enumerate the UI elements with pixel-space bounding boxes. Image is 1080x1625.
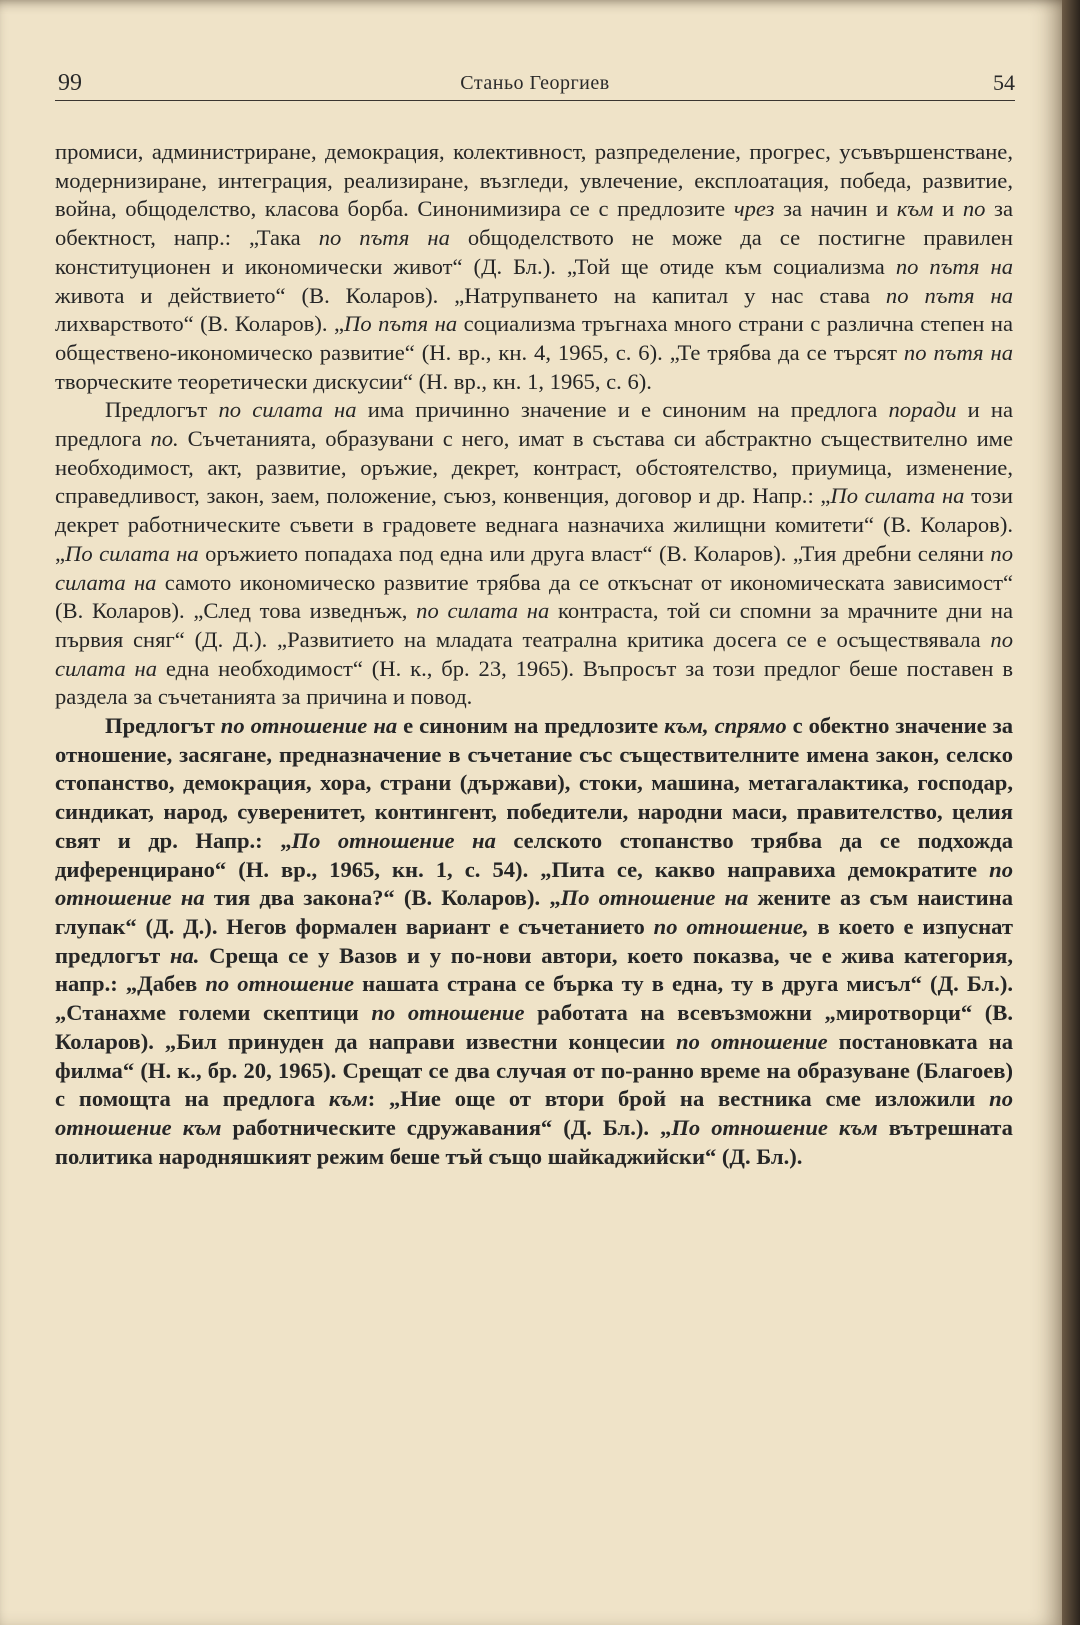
italic-term: по силата на (218, 397, 357, 423)
body-text (55, 138, 1013, 1171)
italic-term: към, спрямо (664, 713, 787, 739)
italic-term: по отношение, (653, 913, 809, 939)
text-run: постановката на филма“ (Н. к., бр. 20, 1965). Срещат се два случая от по-ранно време на образуване (Благоев) с помощта на предлога (55, 1028, 1014, 1112)
text-run: има причинно значение и е синоним на предлога (356, 397, 889, 423)
text-run: работата на всевъзможни „миротворци“ (В. Коларов). „Бил принуден да направи известни концесии (55, 1000, 1013, 1054)
italic-term: По отношение на (291, 827, 496, 853)
text-run: общоделството не може да се постигне правилен конституционен и икономически живот“ (Д. Бл.). „Той ще отиде към социализма (55, 225, 1013, 279)
italic-term: по пътя на (895, 253, 1014, 279)
left-page-number: 99 (58, 70, 82, 96)
text-run: вътрешната политика народняшкият режим беше тъй също шайкаджийски“ (Д. Бл.). (55, 1114, 1013, 1169)
running-header (55, 66, 1015, 101)
text-run: живота и действието“ (В. Коларов). „Натрупването на капитал у нас става (55, 282, 886, 308)
text-run: е синоним на предлозите (397, 713, 665, 739)
running-head-author: Станьо Георгиев (460, 72, 610, 94)
text-run: селското стопанство трябва да се подхожда диференцирано“ (Н. вр., 1965, кн. 1, с. 54). „Пита се, какво направиха демократите (55, 827, 1013, 882)
text-run: самото икономическо развитие трябва да се откъснат от икономическата зависимост“ (В. Коларов). „След това изведнъж, (55, 569, 1013, 624)
text-run: творческите теоретически дискусии“ (Н. вр., кн. 1, 1965, с. 6). (55, 368, 652, 394)
italic-term: по пътя на (885, 282, 1013, 308)
text-run: с обектно значение за отношение, засягане, предназначение в съчетание със съществителните имена закон, селско стопанство, демокрация, хора, страни (държави), стоки, машина, метагалактика, господар, синдикат, народ, суверенитет, контингент, победители, народни маси, правителство, целия свят и др. Напр.: „ (55, 713, 1014, 853)
text-run: лихварството“ (В. Коларов). „ (55, 311, 344, 337)
italic-term: по. (150, 426, 179, 452)
text-run: Предлогът (105, 713, 221, 739)
text-run: Среща се у Вазов и у по-нови автори, което показва, че е жива категория, напр.: „Дабев (55, 942, 1013, 997)
text-run: : „Ние още от втори брой на вестника сме изложили (367, 1086, 990, 1112)
italic-term: по отношение (676, 1028, 828, 1054)
italic-term: поради (888, 397, 957, 423)
italic-term: на. (169, 942, 200, 968)
text-run: за начин и (774, 196, 897, 222)
text-run: този декрет работническите съвети в градовете веднага назначиха жилищни комитети“ (В. Коларов). „ (55, 483, 1014, 566)
book-spine-edge (1062, 0, 1080, 1625)
text-run: работническите сдружавания“ (Д. Бл.). „ (221, 1114, 672, 1140)
text-run: и (933, 196, 963, 222)
italic-term: чрез (733, 196, 775, 222)
text-run: контраста, той си спомни за мрачните дни на първия сняг“ (Д. Д.). „Развитието на младата театрална критика досега се е осъществявала (55, 598, 1013, 652)
paragraph-3 (55, 712, 1013, 1171)
text-run: една необходимост“ (Н. к., бр. 23, 1965). Въпросът за този предлог беше поставен в раздела за съчетанията за причина и повод. (55, 655, 1014, 710)
text-run: в което е изпуснат предлогът (55, 913, 1013, 968)
italic-term: към (896, 196, 934, 222)
paragraph-1 (55, 138, 1013, 396)
italic-term: по отношение (371, 1000, 525, 1026)
text-run: и на предлога (55, 397, 1013, 452)
italic-term: по пътя на (318, 225, 450, 251)
italic-term: по отношение (205, 971, 354, 997)
italic-term: по (962, 196, 986, 222)
italic-term: по силата на (416, 598, 550, 624)
italic-term: По пътя на (344, 311, 458, 337)
paragraph-2 (55, 396, 1013, 712)
text-run: за обектност, напр.: „Така (55, 196, 1013, 251)
italic-term: По силата на (830, 483, 965, 509)
text-run: социализма тръгнаха много страни с различна степен на обществено-икономическо развитие“ (Н. вр., кн. 4, 1965, с. 6). „Те трябва да се търсят (55, 311, 1013, 365)
italic-term: по силата на (55, 626, 1013, 681)
text-run: Съчетанията, образувани с него, имат в състава си абстрактно съществително име необходимост, акт, развитие, оръжие, декрет, контраст, обстоятелство, приумица, изменение, справедливост, закон, заем, положение, съюз, конвенция, договор и др. Напр.: „ (55, 426, 1014, 509)
italic-term: по отношение на (55, 856, 1013, 911)
italic-term: По отношение на (560, 885, 749, 911)
italic-term: По силата на (65, 540, 199, 566)
text-run: Предлогът (105, 397, 219, 423)
text-run: нашата страна се бърка ту в една, ту в друга мисъл“ (Д. Бл.). „Станахме големи скептици (55, 971, 1013, 1026)
italic-term: по отношение към (55, 1086, 1014, 1140)
text-run: оръжието попадаха под една или друга власт“ (В. Коларов). „Тия дребни селяни (198, 540, 991, 566)
right-page-number: 54 (993, 70, 1015, 95)
text-run: промиси, администриране, демокрация, колективност, разпределение, прогрес, усъвършенстване, модернизиране, интеграция, реализиране, възгледи, увлечение, експлоатация, победа, развитие, война, общоделство, класова борба. Синонимизира се с предлозите (55, 139, 1013, 222)
italic-term: По отношение към (671, 1114, 878, 1140)
italic-term: по силата на (55, 540, 1013, 595)
italic-term: по отношение на (220, 713, 398, 739)
text-run: тия два закона?“ (В. Коларов). „ (204, 885, 561, 911)
italic-term: по пътя на (903, 339, 1014, 365)
text-run: жените аз съм наистина глупак“ (Д. Д.). Негов формален вариант е съчетанието (55, 885, 1014, 939)
italic-term: към (328, 1086, 368, 1112)
